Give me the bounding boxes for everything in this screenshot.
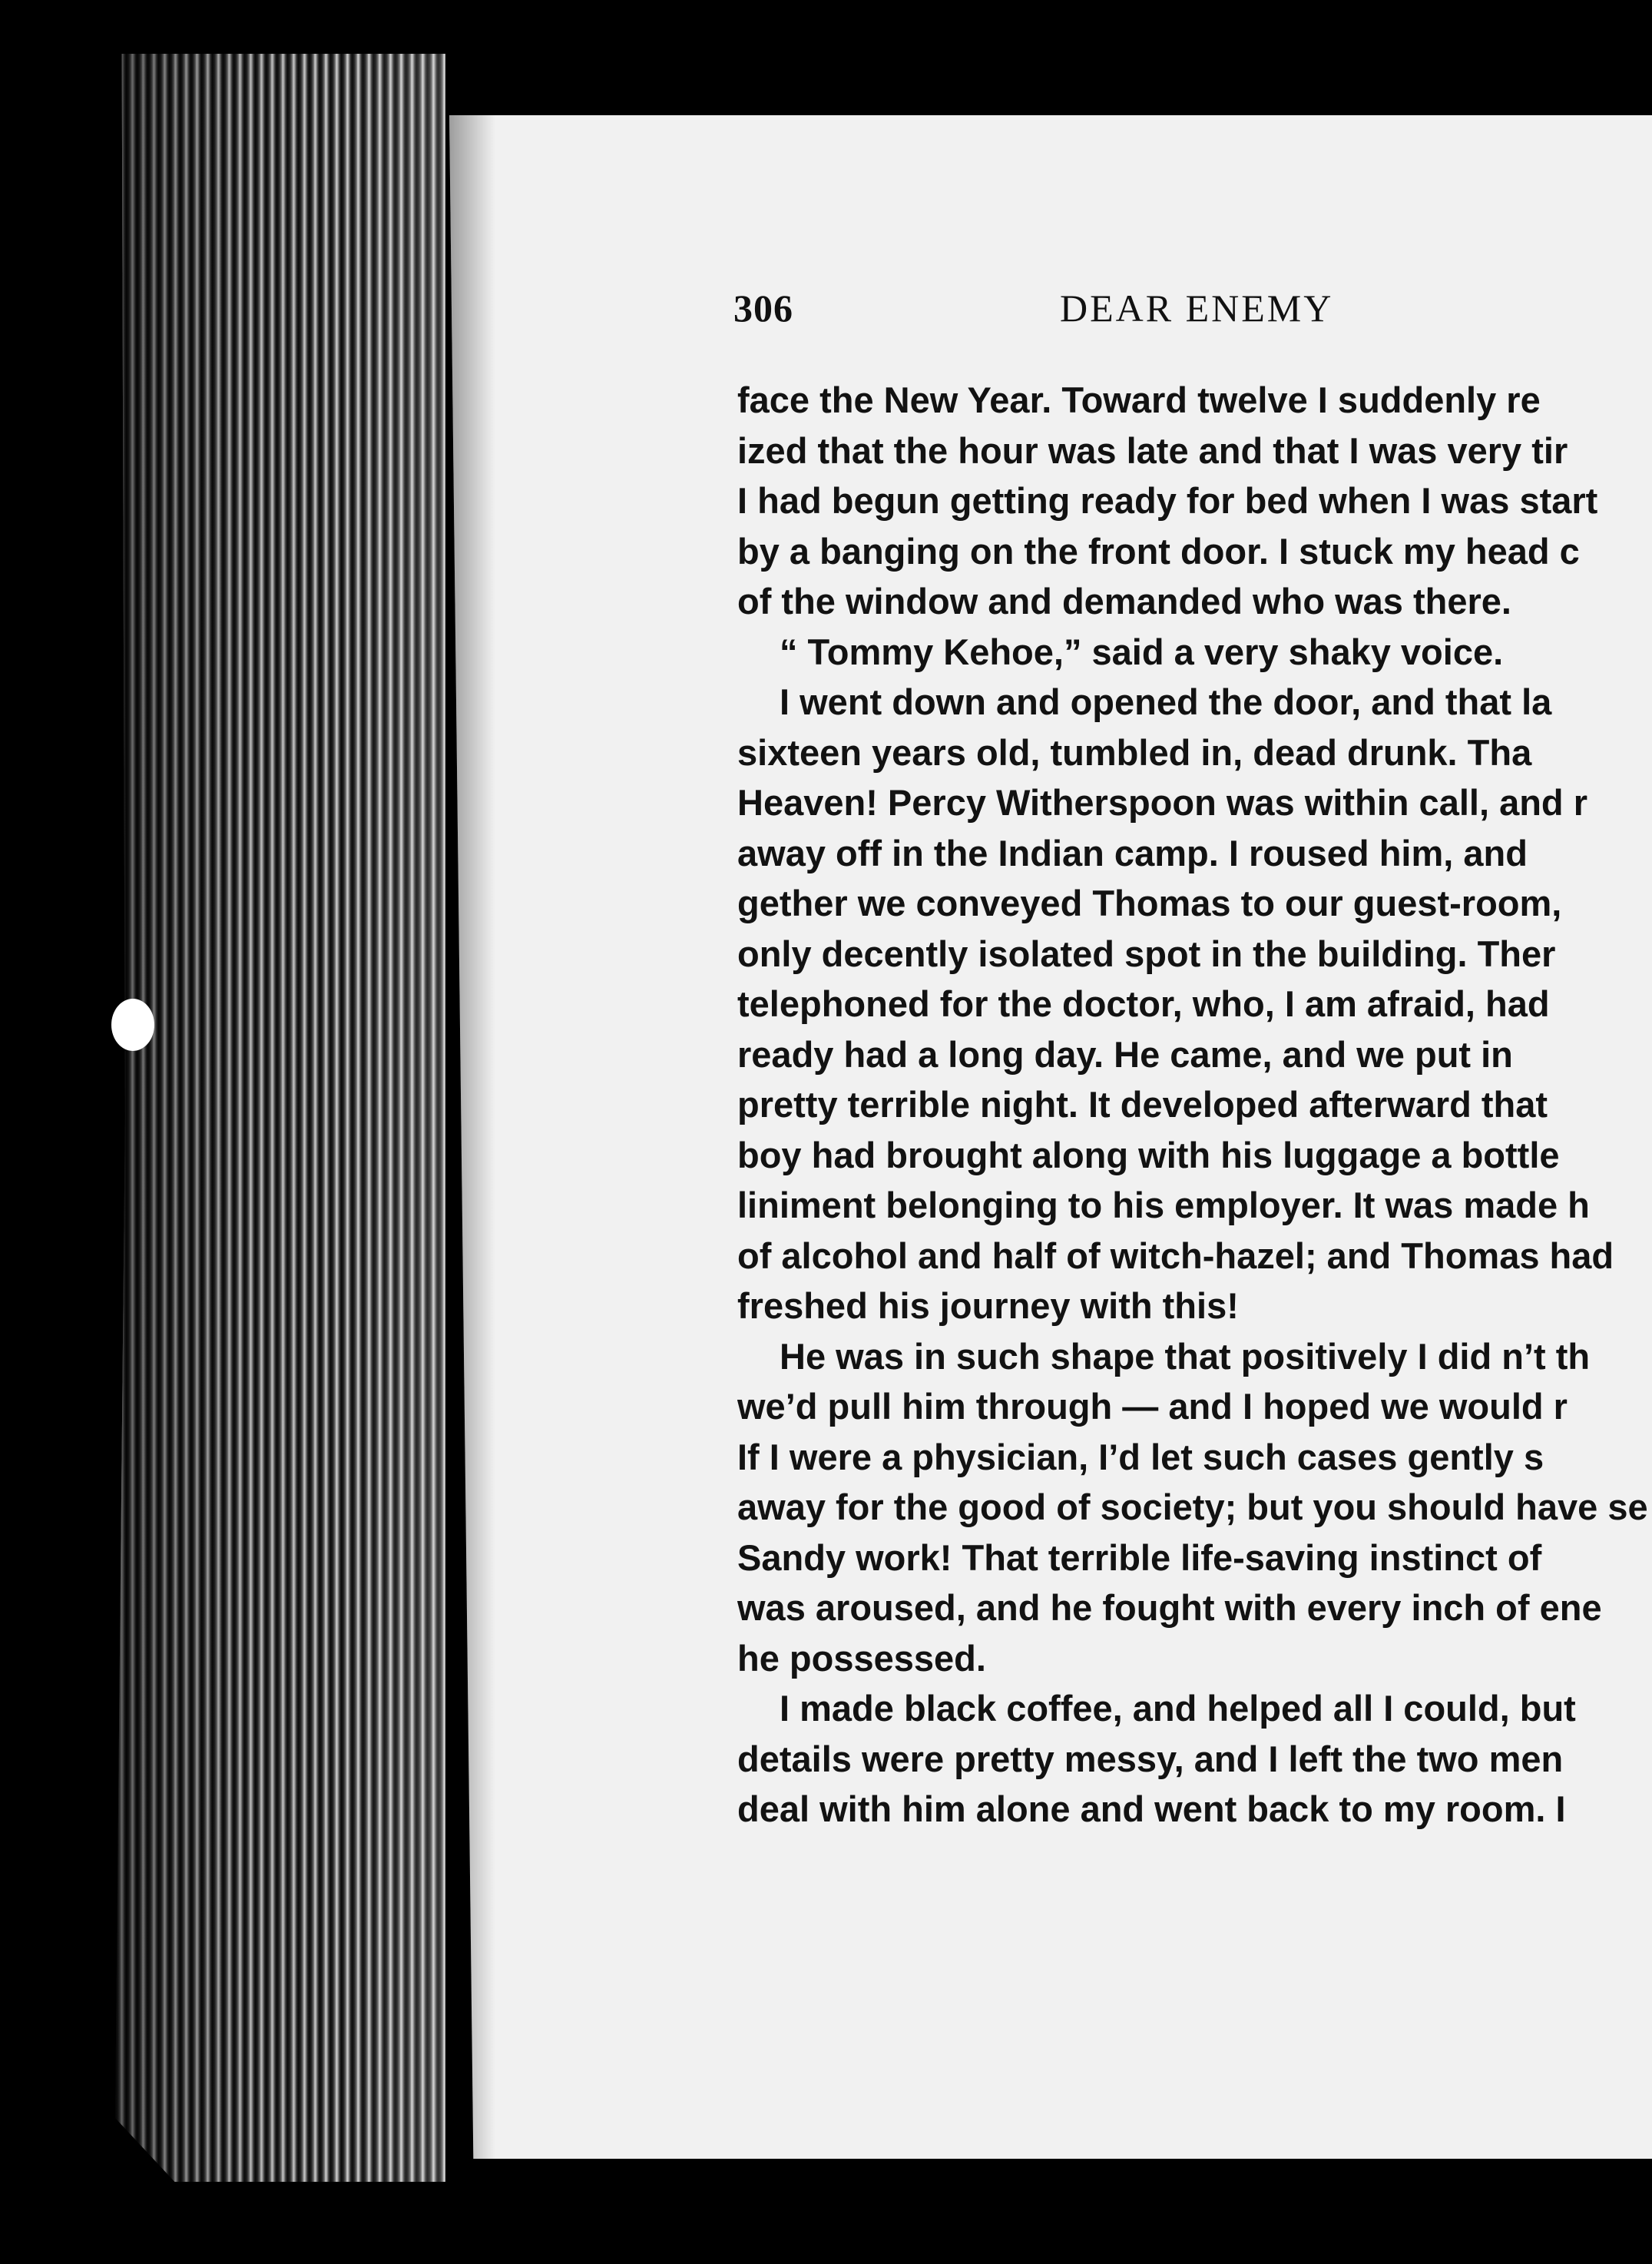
scan-speck	[111, 999, 154, 1051]
page-number: 306	[733, 287, 793, 330]
text-line: sixteen years old, tumbled in, dead drunk. Tha	[737, 731, 1532, 773]
text-line: he possessed.	[737, 1637, 986, 1679]
text-line: ready had a long day. He came, and we put in	[737, 1033, 1513, 1075]
body-text	[737, 375, 1652, 1881]
text-line: deal with him alone and went back to my room. I	[737, 1788, 1566, 1829]
text-line: He was in such shape that positively I did n’t th	[780, 1335, 1591, 1377]
text-line: away for the good of society; but you should have se	[737, 1487, 1648, 1527]
text-line: details were pretty messy, and I left the two men	[737, 1738, 1564, 1779]
text-line: pretty terrible night. It developed afterward that	[737, 1084, 1548, 1125]
text-line: boy had brought along with his luggage a bottle	[737, 1134, 1560, 1175]
book-title: DEAR ENEMY	[1060, 287, 1334, 330]
text-line: was aroused, and he fought with every inch of ene	[737, 1587, 1602, 1628]
text-line: Heaven! Percy Witherspoon was within call, and r	[737, 782, 1587, 823]
text-line: I had begun getting ready for bed when I was start	[737, 480, 1598, 521]
text-line: we’d pull him through — and I hoped we would r	[737, 1386, 1568, 1427]
text-line: freshed his journey with this!	[737, 1285, 1239, 1326]
text-line: away off in the Indian camp. I roused him, and	[737, 832, 1528, 873]
text-line: face the New Year. Toward twelve I suddenly re	[737, 380, 1541, 420]
text-line: “ Tommy Kehoe,” said a very shaky voice.	[780, 631, 1504, 672]
text-line: I made black coffee, and helped all I could, but	[780, 1688, 1576, 1729]
running-head	[733, 286, 1652, 347]
text-line: Sandy work! That terrible life-saving instinct of	[737, 1536, 1542, 1578]
text-line: of the window and demanded who was there.	[737, 581, 1511, 622]
page-edges-shadow	[115, 54, 445, 2182]
text-line: I went down and opened the door, and that la	[780, 681, 1552, 722]
text-line: ized that the hour was late and that I was very tir	[737, 429, 1568, 471]
text-line: by a banging on the front door. I stuck my head c	[737, 530, 1580, 572]
text-line: only decently isolated spot in the building. Ther	[737, 933, 1556, 974]
text-line: If I were a physician, I’d let such cases gently s	[737, 1436, 1544, 1477]
text-line: liniment belonging to his employer. It was made h	[737, 1185, 1590, 1225]
text-line: gether we conveyed Thomas to our guest-room,	[737, 883, 1562, 923]
text-line: of alcohol and half of witch-hazel; and Thomas had	[737, 1235, 1614, 1276]
text-line: telephoned for the doctor, who, I am afraid, had	[737, 983, 1550, 1024]
